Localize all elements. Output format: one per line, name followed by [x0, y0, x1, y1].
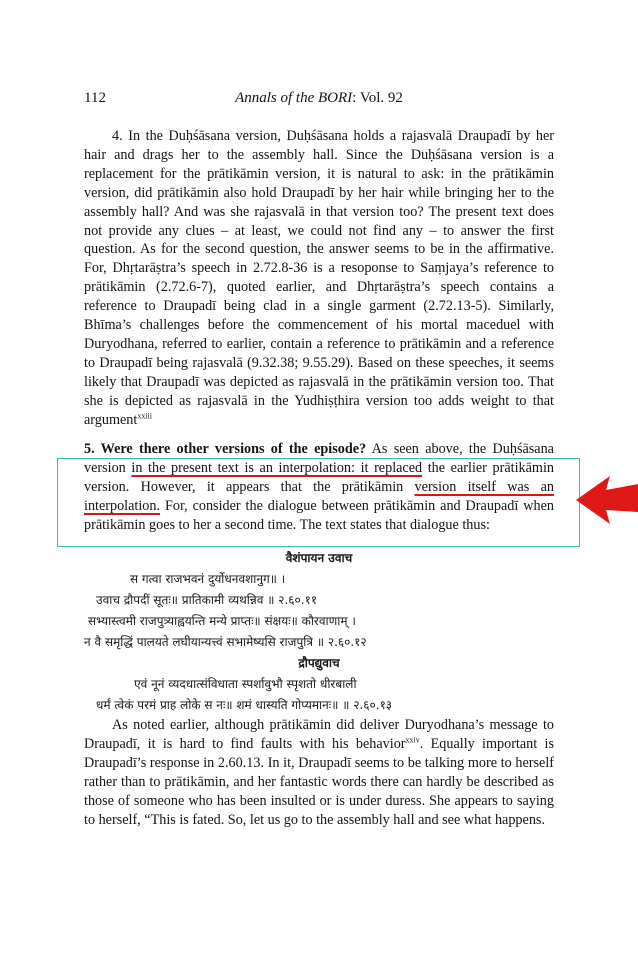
footnote-ref: xxiii — [137, 410, 152, 420]
paragraph-text: . Equally important is Draupadī’s response in 2.60.13. In it, Draupadī seems to be talking more to herself rather than to prātikāmin, and her fantastic words there can hardly be described as those of someone who has been insulted or is under duress. She appears to saying to herself, “This is fated. So, let us go to the assembly hall and see what happens. — [84, 735, 554, 828]
footnote-ref: xxiv — [405, 735, 420, 745]
paragraph-hair-question — [84, 127, 554, 430]
verse-speaker: द्रौपद्युवाच — [298, 656, 340, 670]
highlight-box — [57, 458, 580, 547]
page-number: 112 — [84, 90, 106, 106]
verse-line: स गत्वा राजभवनं दुर्योधनवशानुग॥ । — [130, 572, 286, 586]
volume-label: : Vol. 92 — [352, 90, 403, 106]
verse-line: उवाच द्रौपदीं सूतः॥ प्रातिकामी व्यथन्निव ॥ २.६०.११ — [96, 593, 318, 607]
sanskrit-verse — [84, 548, 554, 716]
journal-title: Annals of the BORI — [235, 90, 353, 106]
paragraph-text: For, consider the dialogue between prātikāmin and Draupadī when prātikāmin goes to her a second time. The text states that dialogue thus: — [84, 497, 554, 533]
paragraph-text: 4. In the Duḥśāsana version, Duḥśāsana holds a rajasvalā Draupadī by her hair and drags her to the assembly hall. Since the Duḥśāsana version is a replacement for the prātikāmin version, it is natural to ask: in the prātikāmin version, did prātikāmin also hold Draupadī by her hair while bringing her to the assembly hall? And was she rajasvalā in that version too? The present text does not provide any clues – at least, we could not find any – to answer the first question. As for the second question, the answer seems to be in the affirmative. For, Dhṛtarāṣtra’s speech in 2.72.8-36 is a resoponse to Saṃjaya’s reference to prātikāmin (2.72.6-7), quoted earlier, and Dhṛtarāṣtra’s speech contains a reference to Draupadī being clad in a single garment (2.72.13-5). Similarly, Bhīma’s challenges before the commencement of his mortal maceduel with Duryodhana, referred to earlier, contain a reference to prātikāmin and a reference to Draupadī being rajasvalā (9.32.38; 9.55.29). Based on these speeches, it seems likely that Draupadī was depicted as rajasvalā in the prātikāmin version too. That she is depicted as rajasvalā in the Yudhiṣṭhira version too adds weight to that argument — [84, 128, 554, 428]
paragraph-behavior — [84, 716, 554, 829]
verse-speaker: वैशंपायन उवाच — [285, 551, 353, 565]
paragraph-text: the earlier prātikāmin version. However, it appears that the prātikāmin — [84, 459, 554, 495]
verse-line: धर्मं त्वेकं परमं प्राह लोके स नः॥ शमं धास्यति गोप्यमानः॥ ॥ २.६०.१३ — [96, 698, 393, 712]
paragraph-text: As seen above, the Duḥśāsana version — [84, 441, 554, 476]
page-header — [84, 90, 554, 112]
underlined-phrase: in the present text is an interpolation: it replaced — [131, 459, 423, 476]
section-question: 5. Were there other versions of the episode? — [84, 441, 367, 457]
underlined-phrase: version itself was an interpolation. — [84, 478, 554, 514]
verse-line: न वै समृद्धिं पालयते लघीयान्यत्त्वं सभामेष्यसि राजपुत्रि ॥ २.६०.१२ — [84, 635, 367, 649]
red-arrow-icon — [574, 472, 638, 528]
verse-line: सभ्यास्त्वमी राजपुत्र्याह्वयन्ति मन्ये प्राप्तः॥ संक्षयः॥ कौरवाणाम् । — [88, 614, 356, 628]
paragraph-text: As noted earlier, although prātikāmin did deliver Duryodhana’s message to Draupadī, it is hard to find faults with his behavior — [84, 717, 554, 752]
verse-line: एवं नूनं व्यदधात्संविधाता स्पर्शावुभौ स्पृशतो धीरबाली — [134, 677, 357, 691]
running-title — [84, 90, 554, 107]
